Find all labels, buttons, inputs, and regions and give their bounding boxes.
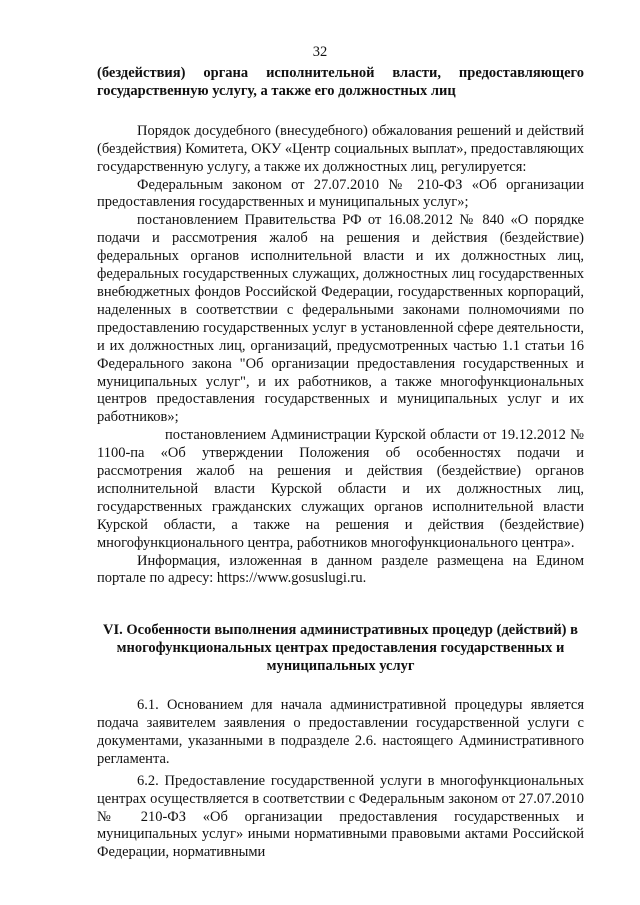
paragraph-appeal-procedure: Порядок досудебного (внесудебного) обжалования решений и действий (бездействия) Комитета, ОКУ «Центр социальных выплат», предоставляющих государственную услугу, а также их должностных лиц, регулируется: [97, 122, 584, 175]
page-number: 32 [312, 44, 328, 60]
paragraph-kursk-resolution-1100: постановлением Администрации Курской области от 19.12.2012 № 1100-па «Об утверждении Положения об особенностях подачи и рассмотрения жалоб на решения и действия (бездействие) органов исполнительной власти Курской области и их должностных лиц, государственных гражданских служащих органов исполнительной власти Курской области, а также на решения и действия (бездействие) многофункционального центра, работников многофункционального центра». [97, 427, 584, 551]
paragraph-6-2: 6.2. Предоставление государственной услуги в многофункциональных центрах осуществляется в соответствии с Федеральным законом от 27.07.2010 № 210-ФЗ «Об организации предоставления государственных и муниципальных услуг» иными нормативными правовыми актами Российской Федерации, нормативными [97, 772, 584, 861]
section-vi-title: VI. Особенности выполнения административных процедур (действий) в многофункциональных центрах предоставления государственных и муниципальных услуг [103, 622, 578, 675]
page-content [97, 65, 584, 862]
paragraph-government-resolution-840: постановлением Правительства РФ от 16.08.2012 № 840 «О порядке подачи и рассмотрения жалоб на решения и действия (бездействие) федеральных органов исполнительной власти и их должностных лиц, федеральных государственных служащих, должностных лиц государственных внебюджетных фондов Российской Федерации, государственных корпораций, наделенных в соответствии с федеральными законами полномочиями по предоставлению государственных услуг в установленной сфере деятельности, и их должностных лиц, организаций, предусмотренных частью 1.1 статьи 16 Федерального закона "Об организации предоставления государственных и муниципальных услуг", и их работников, а также многофункциональных центров предоставления государственных и муниципальных услуг и их работников»; [97, 212, 584, 426]
paragraph-6-1: 6.1. Основанием для начала административной процедуры является подача заявителем заявления о предоставлении государственной услуги с документами, указанными в подразделе 2.6. настоящего Административного регламента. [97, 697, 584, 767]
paragraph-portal-info: Информация, изложенная в данном разделе размещена на Едином портале по адресу: https://www.gosuslugi.ru. [97, 552, 584, 587]
paragraph-federal-law-210: Федеральным законом от 27.07.2010 № 210-ФЗ «Об организации предоставления государственных и муниципальных услуг»; [97, 176, 584, 211]
section-heading-continuation: (бездействия) органа исполнительной власти, предоставляющего государственную услугу, а также его должностных лиц [97, 65, 584, 99]
